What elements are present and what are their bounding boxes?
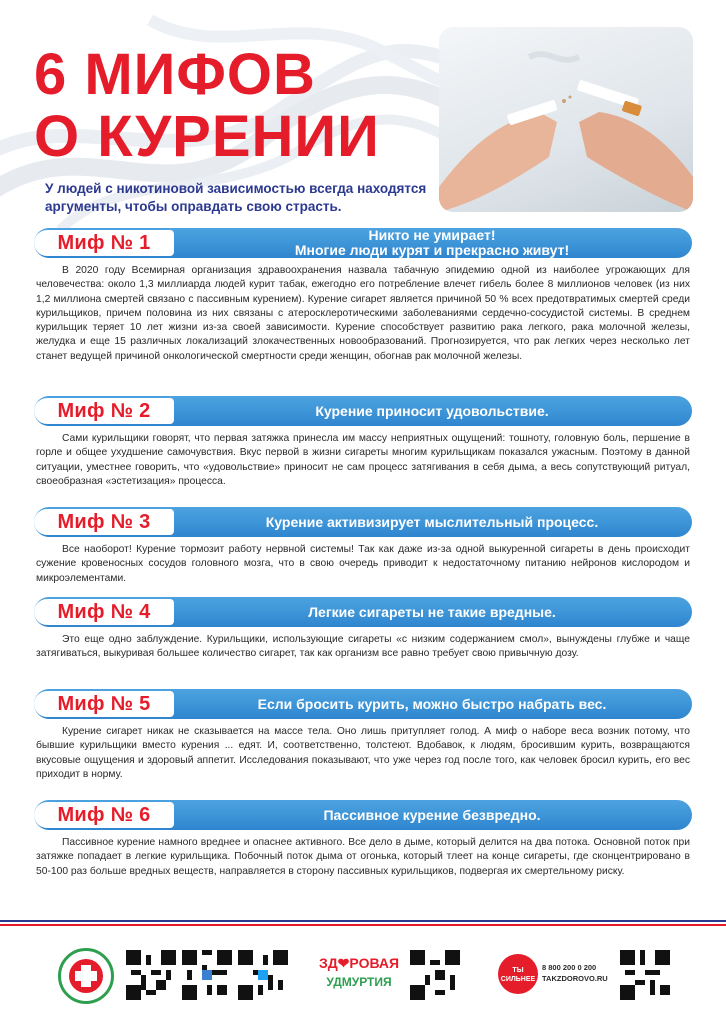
hotline — [542, 962, 614, 984]
qr-code-5[interactable] — [620, 950, 670, 1000]
myth-6-banner — [34, 800, 692, 830]
myth-3-text: Все наоборот! Курение тормозит работу нервной системы! Так как даже из-за одной выкуренной сигареты в день происходит сужение кровеносных сосудов головного мозга, что в свою очередь приводит к недостаточному питанию нейронов кислородом и микроэлементами. — [36, 544, 690, 584]
myth-3-claim: Курение активизирует мыслительный процесс. — [265, 513, 599, 530]
qr-code-3[interactable] — [238, 950, 288, 1000]
hotline-site: TAKZDOROVO.RU — [542, 974, 608, 983]
myth-2-section — [34, 396, 692, 489]
myth-1-label: Миф № 1 — [34, 230, 174, 256]
ty-silnee-logo: ТЫ СИЛЬНЕЕ — [498, 954, 538, 994]
myth-2-text: Сами курильщики говорят, что первая затяжка принесла им массу неприятных ощущений: тошноту, головную боль, першение в горле и общее ухудшение самочувствия. Вкус первой в жизни сигареты многим курильщикам показался ужасным. Поэтому в данной ситуации, уместнее говорить, что «удовольствие» приносит не сам процесс затягивания в себя дыма, а весь сопутствующий ритуал, своеобразная «эстетизация» процесса. — [36, 433, 690, 487]
myth-6-section — [34, 800, 692, 879]
health-center-logo — [58, 948, 114, 1004]
myth-5-claim: Если бросить курить, можно быстро набрать вес. — [257, 695, 607, 712]
subtitle: У людей с никотиновой зависимостью всегда находятся аргументы, чтобы оправдать свою страсть. — [45, 181, 427, 214]
qr-code-4[interactable] — [410, 950, 460, 1000]
myth-6-label: Миф № 6 — [34, 802, 174, 828]
zdorov-line2: УДМУРТИЯ — [326, 975, 392, 989]
myth-5-banner — [34, 689, 692, 719]
hands-breaking-cigarette-photo — [439, 27, 693, 212]
footer — [0, 940, 726, 1010]
myth-5-text: Курение сигарет никак не сказывается на массе тела. Оно лишь притупляет голод. А миф о наборе веса возник потому, что бывшие курильщики вместо курения ... едят. И, соответственно, толстеют. Вдобавок, к людям, бросившим курить, возвращаются вкусовые ощущения и здоровый аппетит. Исследования показывают, что уже через год после того, как человек бросил курить, его вес приходит в норму. — [36, 726, 690, 780]
title-line-2: О КУРЕНИИ — [34, 104, 380, 169]
myth-2-claim: Курение приносит удовольствие. — [315, 402, 549, 419]
footer-divider — [0, 920, 726, 928]
myth-2-label: Миф № 2 — [34, 398, 174, 424]
zdorovaya-udmurtiya-logo — [318, 954, 400, 992]
myth-3-section — [34, 507, 692, 586]
hotline-phone: 8 800 200 0 200 — [542, 963, 597, 972]
myth-6-claim: Пассивное курение безвредно. — [323, 806, 541, 823]
myth-3-label: Миф № 3 — [34, 509, 174, 535]
myth-1-text: В 2020 году Всемирная организация здравоохранения назвала табачную эпидемию одной из наиболее угрожающих для человечества: около 1,3 миллиарда людей курит табак, ежегодно его потребление влечет гибель более 8 миллионов человек (из них 1,2 миллиона смертей связано с пассивным курением). Курение сигарет является причиной 50 % всех предотвратимых смертей среди курильщиков, причем половина из них связаны с атеросклеротическими заболеваниями сердечно-сосудистой системы. В среднем курильщик теряет 10 лет жизни из-за своей зависимости. Курение способствует развитию рака легкого, рака молочной железы, желудка и еще 15 различных локализаций злокачественных новообразований. Прогнозируется, что рак легких через несколько лет станет ведущей причиной онкологической смертности среди женщин, обогнав рак молочной железы. — [36, 265, 690, 362]
myth-1-claim-line2: Многие люди курят и прекрасно живут! — [294, 242, 570, 258]
page-title — [34, 44, 380, 168]
zdorov-line1: ЗД❤РОВАЯ — [318, 955, 400, 971]
title-line-1: 6 МИФОВ — [34, 42, 316, 107]
myth-4-claim: Легкие сигареты не такие вредные. — [308, 603, 556, 620]
myth-3-banner — [34, 507, 692, 537]
myth-4-label: Миф № 4 — [34, 599, 174, 625]
myth-4-banner — [34, 597, 692, 627]
myth-5-label: Миф № 5 — [34, 691, 174, 717]
myth-6-text: Пассивное курение намного вреднее и опаснее активного. Все дело в дыме, который делится на два потока. Основной поток при затяжке попадает в легкие курильщика. Побочный поток дыма от огонька, который тлеет на конце сигареты, где сконцентрировано в 50-100 раз больше вредных веществ, направляется в сторону пассивных курильщиков, подвергая их смертельному риску. — [36, 837, 690, 877]
myth-4-text: Это еще одно заблуждение. Курильщики, использующие сигареты «с низким содержанием смол», вынуждены глубже и чаще затягиваться, выкуривая большее количество сигарет, так как организм все равно требует свою привычную дозу. — [36, 634, 690, 660]
myth-1-banner — [34, 228, 692, 258]
myth-5-section — [34, 689, 692, 782]
myth-2-banner — [34, 396, 692, 426]
qr-code-2[interactable] — [182, 950, 232, 1000]
myth-1-claim — [184, 228, 680, 258]
myth-1-claim-line1: Никто не умирает! — [368, 227, 496, 243]
myth-1-section — [34, 228, 692, 364]
qr-code-1[interactable] — [126, 950, 176, 1000]
myth-4-section — [34, 597, 692, 662]
